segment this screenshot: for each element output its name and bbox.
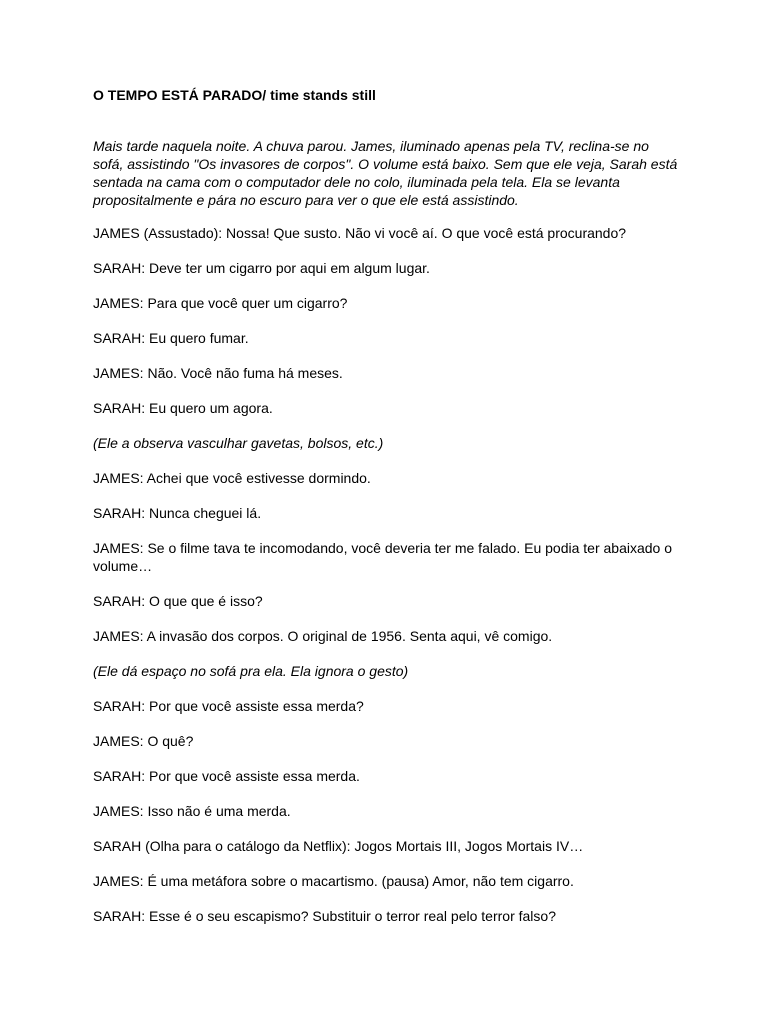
dialogue-line: JAMES: Para que você quer um cigarro? [93,295,348,311]
dialogue-line: JAMES: Não. Você não fuma há meses. [93,365,343,381]
stage-direction: Mais tarde naquela noite. A chuva parou. James, iluminado apenas pela TV, reclina-se no sofá, assistindo "Os invasores de corpos". O volume está baixo. Sem que ele veja, Sarah está sentada na cama com o computador dele no colo, iluminada pela tela. Ela se levanta propositalmente e pára no escuro para ver o que ele está assistindo. [93,138,678,208]
document-body [93,137,678,925]
dialogue-line: SARAH: O que que é isso? [93,593,263,609]
dialogue-line: JAMES: Achei que você estivesse dormindo. [93,470,371,486]
dialogue-line: SARAH: Eu quero fumar. [93,330,249,346]
dialogue-line: SARAH: Nunca cheguei lá. [93,505,262,521]
dialogue-line: JAMES: Se o filme tava te incomodando, você deveria ter me falado. Eu podia ter abaixado o volume… [93,540,672,574]
dialogue-line: SARAH: Esse é o seu escapismo? Substituir o terror real pelo terror falso? [93,908,556,924]
stage-direction: (Ele a observa vasculhar gavetas, bolsos, etc.) [93,435,384,451]
dialogue-line: JAMES: A invasão dos corpos. O original de 1956. Senta aqui, vê comigo. [93,628,553,644]
dialogue-line: SARAH: Por que você assiste essa merda? [93,698,364,714]
dialogue-line: JAMES: Isso não é uma merda. [93,803,291,819]
document-page [93,87,678,942]
dialogue-line: JAMES (Assustado): Nossa! Que susto. Não vi você aí. O que você está procurando? [93,225,627,241]
dialogue-line: JAMES: É uma metáfora sobre o macartismo. (pausa) Amor, não tem cigarro. [93,873,574,889]
dialogue-line: SARAH: Deve ter um cigarro por aqui em algum lugar. [93,260,430,276]
stage-direction: (Ele dá espaço no sofá pra ela. Ela ignora o gesto) [93,663,409,679]
document-title: O TEMPO ESTÁ PARADO/ time stands still [93,87,376,103]
dialogue-line: JAMES: O quê? [93,733,194,749]
dialogue-line: SARAH (Olha para o catálogo da Netflix): Jogos Mortais III, Jogos Mortais IV… [93,838,584,854]
dialogue-line: SARAH: Eu quero um agora. [93,400,273,416]
dialogue-line: SARAH: Por que você assiste essa merda. [93,768,360,784]
